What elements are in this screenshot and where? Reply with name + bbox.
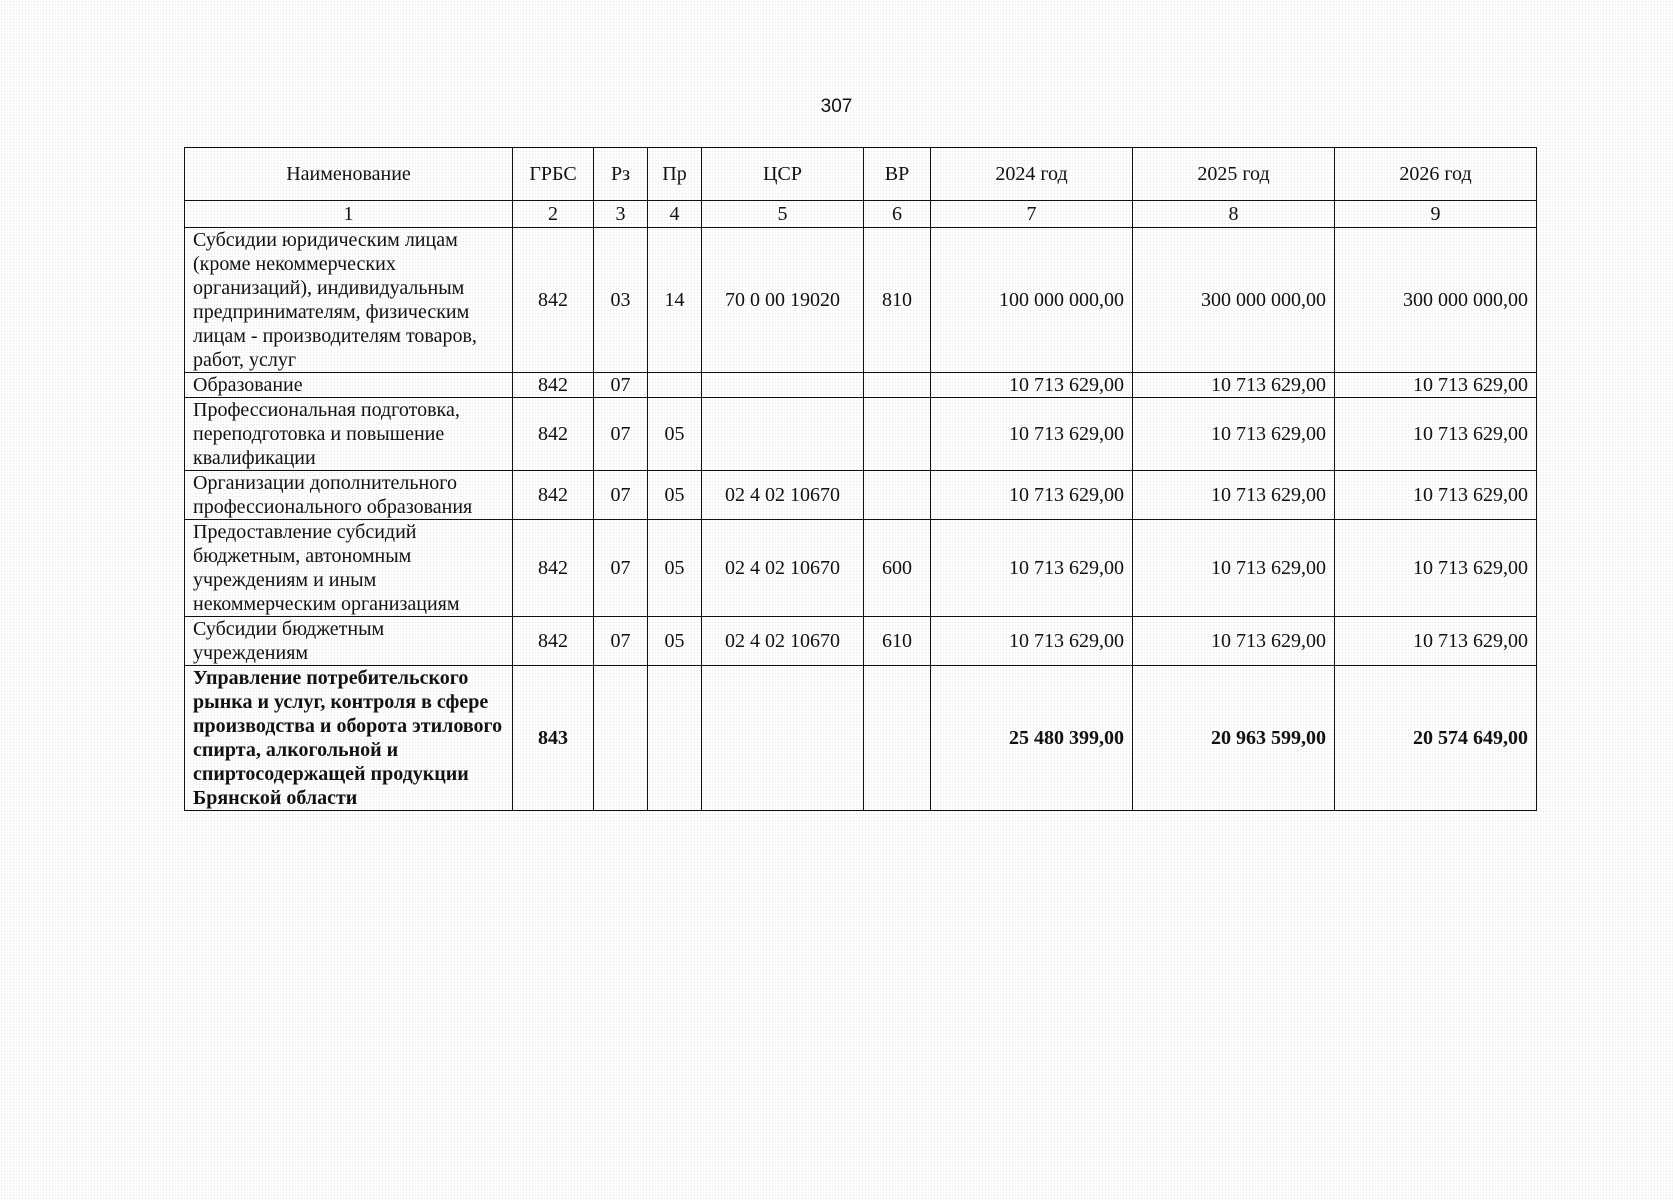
row-csr: 02 4 02 10670 <box>702 520 864 617</box>
header-row <box>185 148 1537 201</box>
header-2024: 2024 год <box>931 148 1133 201</box>
table-row <box>185 373 1537 398</box>
header-csr: ЦСР <box>702 148 864 201</box>
table-row <box>185 398 1537 471</box>
row-vr <box>864 471 931 520</box>
row-2026: 10 713 629,00 <box>1335 471 1537 520</box>
row-2025: 10 713 629,00 <box>1133 617 1335 666</box>
row-name: Профессиональная подготовка, переподготовка и повышение квалификации <box>185 398 513 471</box>
row-name: Субсидии юридическим лицам (кроме некоммерческих организаций), индивидуальным предпринимателям, физическим лицам - производителям товаров, работ, услуг <box>185 228 513 373</box>
table-row <box>185 471 1537 520</box>
row-vr: 600 <box>864 520 931 617</box>
row-csr <box>702 373 864 398</box>
header-pr: Пр <box>648 148 702 201</box>
row-pr: 05 <box>648 471 702 520</box>
row-rz: 07 <box>594 373 648 398</box>
row-grbs: 842 <box>513 398 594 471</box>
row-2025: 10 713 629,00 <box>1133 373 1335 398</box>
page-number: 307 <box>820 96 853 117</box>
row-csr: 70 0 00 19020 <box>702 228 864 373</box>
row-rz: 07 <box>594 520 648 617</box>
row-pr: 05 <box>648 520 702 617</box>
row-2026: 10 713 629,00 <box>1335 617 1537 666</box>
column-number: 9 <box>1335 201 1537 228</box>
header-2025: 2025 год <box>1133 148 1335 201</box>
table-row <box>185 617 1537 666</box>
column-number: 2 <box>513 201 594 228</box>
row-csr <box>702 398 864 471</box>
row-2026: 20 574 649,00 <box>1335 666 1537 811</box>
row-2024: 25 480 399,00 <box>931 666 1133 811</box>
row-grbs: 843 <box>513 666 594 811</box>
row-2024: 100 000 000,00 <box>931 228 1133 373</box>
row-csr: 02 4 02 10670 <box>702 471 864 520</box>
row-name: Образование <box>185 373 513 398</box>
table-row <box>185 520 1537 617</box>
row-2025: 20 963 599,00 <box>1133 666 1335 811</box>
row-grbs: 842 <box>513 228 594 373</box>
row-2024: 10 713 629,00 <box>931 398 1133 471</box>
row-2024: 10 713 629,00 <box>931 471 1133 520</box>
header-vr: ВР <box>864 148 931 201</box>
row-vr: 810 <box>864 228 931 373</box>
column-number: 5 <box>702 201 864 228</box>
row-rz: 07 <box>594 617 648 666</box>
row-2026: 10 713 629,00 <box>1335 373 1537 398</box>
row-grbs: 842 <box>513 373 594 398</box>
row-csr <box>702 666 864 811</box>
column-number: 1 <box>185 201 513 228</box>
column-number: 8 <box>1133 201 1335 228</box>
row-rz: 07 <box>594 398 648 471</box>
row-name: Субсидии бюджетным учреждениям <box>185 617 513 666</box>
row-pr <box>648 373 702 398</box>
header-2026: 2026 год <box>1335 148 1537 201</box>
row-vr <box>864 666 931 811</box>
row-pr: 05 <box>648 617 702 666</box>
row-rz <box>594 666 648 811</box>
row-2025: 300 000 000,00 <box>1133 228 1335 373</box>
header-grbs: ГРБС <box>513 148 594 201</box>
row-rz: 03 <box>594 228 648 373</box>
column-number-row <box>185 201 1537 228</box>
row-2025: 10 713 629,00 <box>1133 398 1335 471</box>
row-pr: 14 <box>648 228 702 373</box>
row-name: Управление потребительского рынка и услуг, контроля в сфере производства и оборота этилового спирта, алкогольной и спиртосодержащей продукции Брянской области <box>185 666 513 811</box>
row-pr <box>648 666 702 811</box>
row-2024: 10 713 629,00 <box>931 373 1133 398</box>
row-2025: 10 713 629,00 <box>1133 471 1335 520</box>
row-vr <box>864 398 931 471</box>
row-2026: 300 000 000,00 <box>1335 228 1537 373</box>
row-2024: 10 713 629,00 <box>931 617 1133 666</box>
row-2024: 10 713 629,00 <box>931 520 1133 617</box>
row-csr: 02 4 02 10670 <box>702 617 864 666</box>
row-name: Предоставление субсидий бюджетным, автономным учреждениям и иным некоммерческим организациям <box>185 520 513 617</box>
table-row-bold <box>185 666 1537 811</box>
row-vr: 610 <box>864 617 931 666</box>
column-number: 3 <box>594 201 648 228</box>
table-row <box>185 228 1537 373</box>
budget-table <box>184 147 1537 811</box>
row-grbs: 842 <box>513 471 594 520</box>
row-vr <box>864 373 931 398</box>
column-number: 6 <box>864 201 931 228</box>
row-grbs: 842 <box>513 520 594 617</box>
header-name: Наименование <box>185 148 513 201</box>
row-rz: 07 <box>594 471 648 520</box>
row-2026: 10 713 629,00 <box>1335 520 1537 617</box>
column-number: 4 <box>648 201 702 228</box>
row-2026: 10 713 629,00 <box>1335 398 1537 471</box>
column-number: 7 <box>931 201 1133 228</box>
row-grbs: 842 <box>513 617 594 666</box>
row-pr: 05 <box>648 398 702 471</box>
row-2025: 10 713 629,00 <box>1133 520 1335 617</box>
header-rz: Рз <box>594 148 648 201</box>
row-name: Организации дополнительного профессионального образования <box>185 471 513 520</box>
